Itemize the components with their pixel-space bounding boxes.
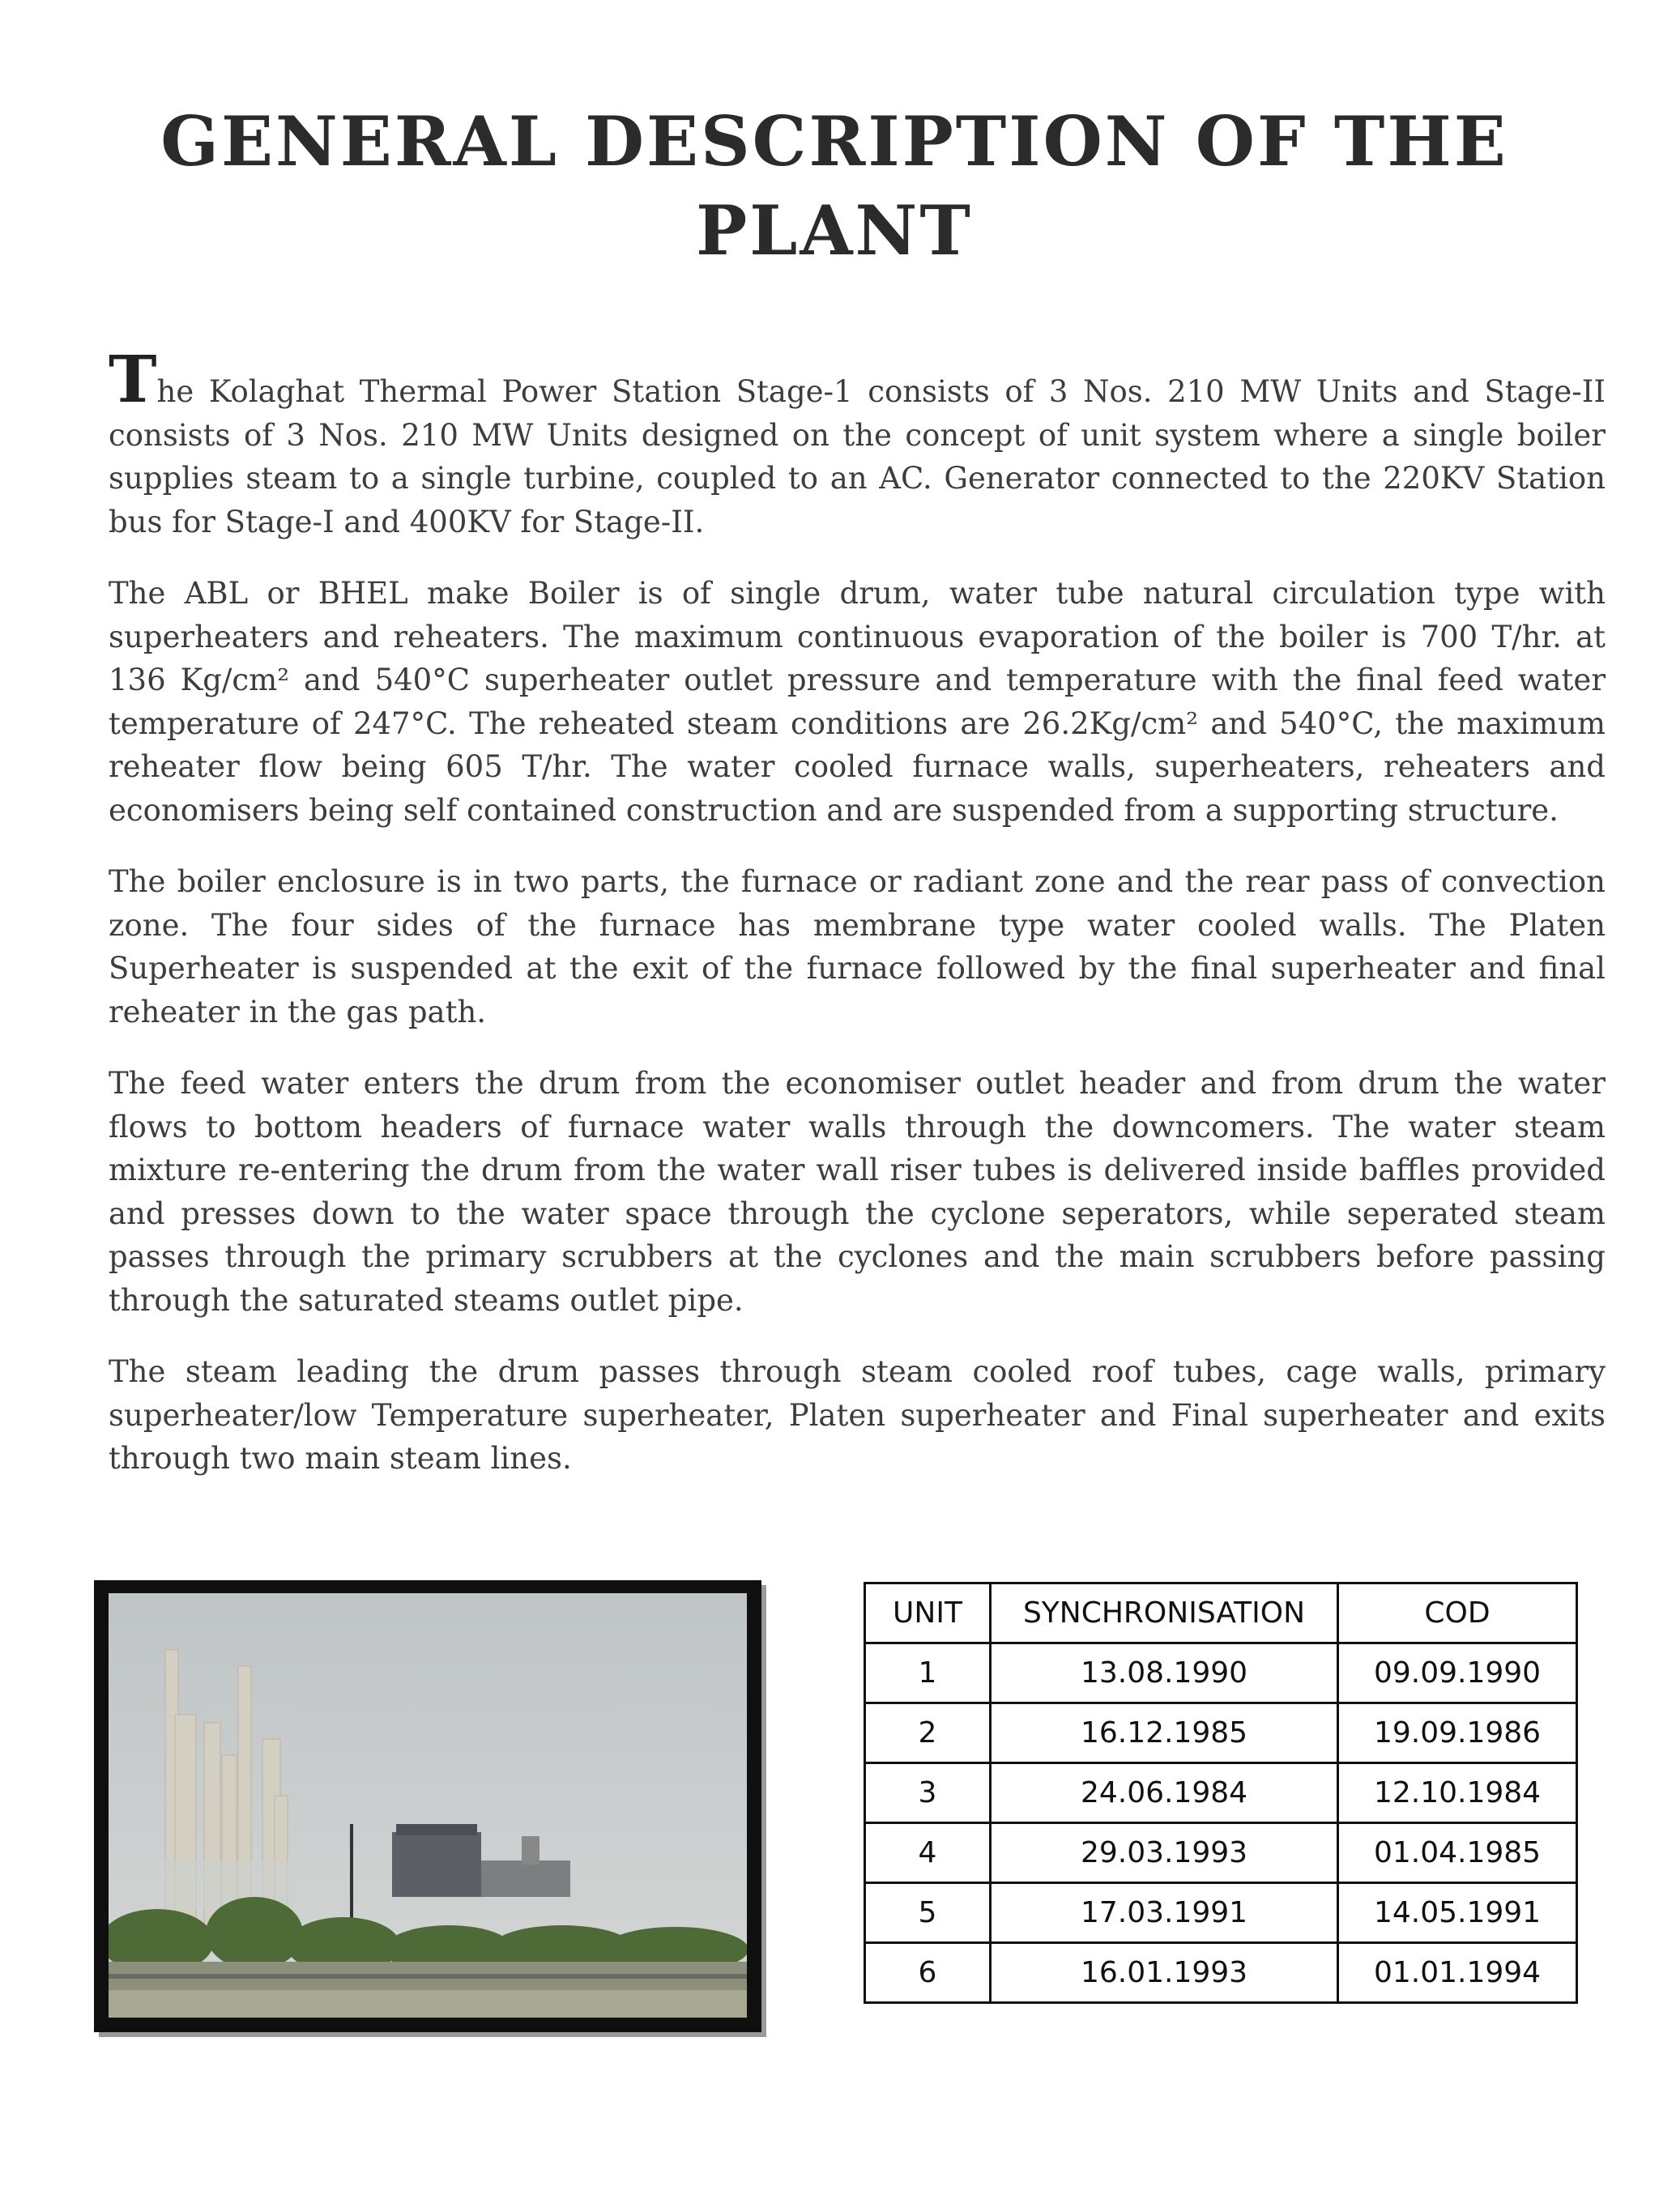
cell-synchronisation: 16.01.1993 [991,1943,1338,2003]
cell-synchronisation: 17.03.1991 [991,1883,1338,1943]
cell-unit: 2 [865,1703,991,1763]
cell-synchronisation: 24.06.1984 [991,1763,1338,1823]
header-cod: COD [1338,1583,1577,1643]
title-line-1: GENERAL DESCRIPTION OF THE [160,101,1508,181]
page-title [97,97,1572,275]
cell-cod: 14.05.1991 [1338,1883,1577,1943]
cell-unit: 1 [865,1643,991,1703]
cell-synchronisation: 16.12.1985 [991,1703,1338,1763]
table-row [865,1763,1577,1823]
header-unit: UNIT [865,1583,991,1643]
paragraph-1 [109,341,1606,543]
cell-unit: 3 [865,1763,991,1823]
paragraph-5: The steam leading the drum passes through steam cooled roof tubes, cage walls, primary superheater/low Temperature superheater, Platen superheater and Final superheater and exits through two main steam lines. [109,1354,1606,1476]
cell-cod: 19.09.1986 [1338,1703,1577,1763]
table-row [865,1823,1577,1883]
header-synchronisation: SYNCHRONISATION [991,1583,1338,1643]
paragraph-1-text: he Kolaghat Thermal Power Station Stage-1 consists of 3 Nos. 210 MW Units and Stage-II consists of 3 Nos. 210 MW Units designed on the concept of unit system where a single boiler supplies steam to a single turbine, coupled to an AC. Generator connected to the 220KV Station bus for Stage-I and 400KV for Stage-II. [109,374,1606,539]
cell-synchronisation: 13.08.1990 [991,1643,1338,1703]
table-header-row [865,1583,1577,1643]
power-station-image [109,1593,747,2018]
cell-unit: 6 [865,1943,991,2003]
drop-cap: T [109,341,157,417]
table-row [865,1703,1577,1763]
title-line-2: PLANT [696,190,973,271]
cell-synchronisation: 29.03.1993 [991,1823,1338,1883]
cell-unit: 5 [865,1883,991,1943]
cell-cod: 01.01.1994 [1338,1943,1577,2003]
paragraph-4: The feed water enters the drum from the economiser outlet header and from drum the water flows to bottom headers of furnace water walls through the downcomers. The water steam mixture re-entering the drum from the water wall riser tubes is delivered inside baffles provided and presses down to the water space through the cyclone seperators, while seperated steam passes through the primary scrubbers at the cyclones and the main scrubbers before passing through the saturated steams outlet pipe. [109,1066,1606,1318]
table-row [865,1643,1577,1703]
power-station-photo [94,1580,761,2032]
cell-cod: 01.04.1985 [1338,1823,1577,1883]
unit-commissioning-table [864,1582,1578,2004]
table-row [865,1883,1577,1943]
cell-cod: 12.10.1984 [1338,1763,1577,1823]
paragraph-3: The boiler enclosure is in two parts, the furnace or radiant zone and the rear pass of convection zone. The four sides of the furnace has membrane type water cooled walls. The Platen Superheater is suspended at the exit of the furnace followed by the final superheater and final reheater in the gas path. [109,864,1606,1029]
table-row [865,1943,1577,2003]
cell-unit: 4 [865,1823,991,1883]
description-body [109,341,1606,1509]
cell-cod: 09.09.1990 [1338,1643,1577,1703]
paragraph-2: The ABL or BHEL make Boiler is of single drum, water tube natural circulation type with superheaters and reheaters. The maximum continuous evaporation of the boiler is 700 T/hr. at 136 Kg/cm² and 540°C superheater outlet pressure and temperature with the final feed water temperature of 247°C. The reheated steam conditions are 26.2Kg/cm² and 540°C, the maximum reheater flow being 605 T/hr. The water cooled furnace walls, superheaters, reheaters and economisers being self contained construction and are suspended from a supporting structure. [109,576,1606,828]
